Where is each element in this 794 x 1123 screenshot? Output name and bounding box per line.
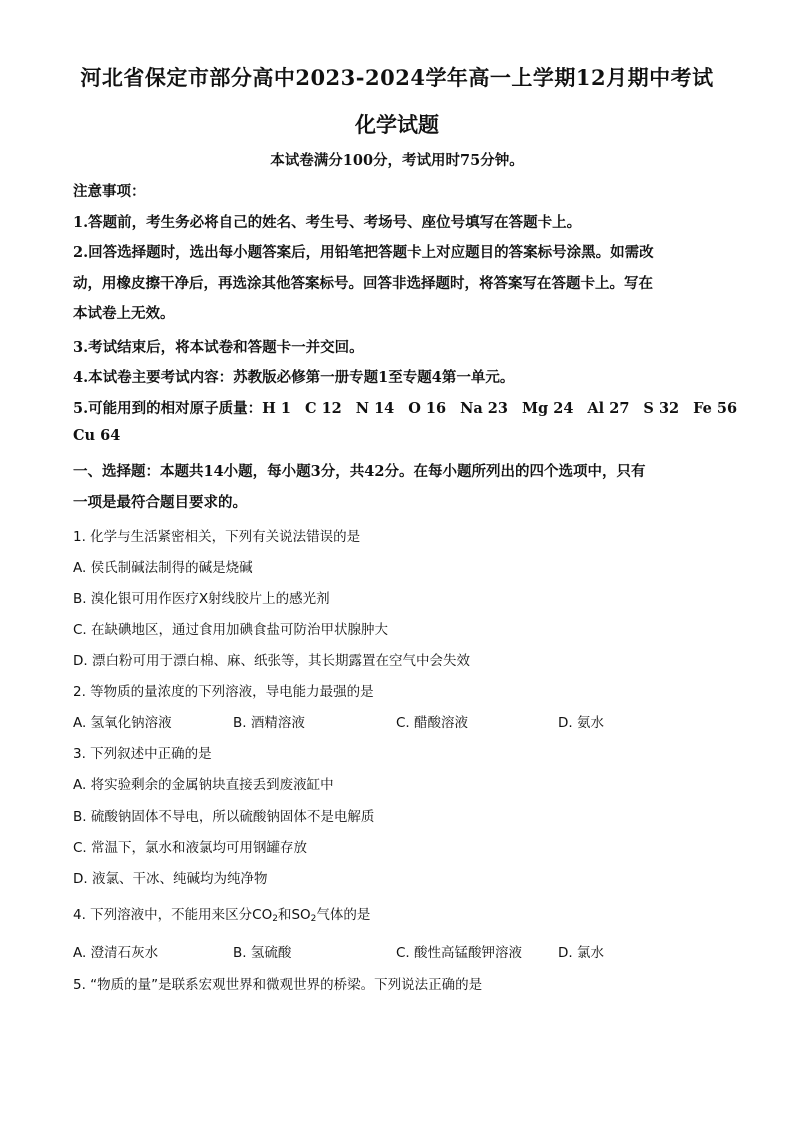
notes-heading: 注意事项：	[73, 183, 146, 200]
question-3-stem: 3. 下列叙述中正确的是	[73, 746, 212, 762]
note-item-2-line-2: 动，用橡皮擦干净后，再选涂其他答案标号。回答非选择题时，将答案写在答题卡上。写在	[73, 275, 653, 292]
atomic-mass: Fe 56	[693, 400, 738, 417]
note-item-3: 3.考试结束后，将本试卷和答题卡一并交回。	[73, 339, 364, 356]
question-2-option-c: C. 醋酸溶液	[396, 715, 469, 731]
atomic-mass: S 32	[643, 400, 680, 417]
question-4-stem-prefix: 4. 下列溶液中，不能用来区分	[73, 907, 253, 923]
atomic-mass: Al 27	[587, 400, 630, 417]
atomic-mass: N 14	[355, 400, 395, 417]
question-3-option-b: B. 硫酸钠固体不导电，所以硫酸钠固体不是电解质	[73, 809, 375, 825]
question-2-option-b: B. 酒精溶液	[233, 715, 305, 731]
note-item-5-prefix: 5.可能用到的相对原子质量：	[73, 400, 263, 417]
atomic-mass: C 12	[304, 400, 342, 417]
formula-so2-base: SO	[291, 907, 311, 923]
exam-info: 本试卷满分100分，考试用时75分钟。	[270, 152, 524, 169]
note-item-5-line-2: Cu 64	[73, 427, 121, 444]
note-item-2-line-1: 2.回答选择题时，选出每小题答案后，用铅笔把答题卡上对应题目的答案标号涂黑。如需改	[73, 244, 654, 261]
question-1-stem: 1. 化学与生活紧密相关，下列有关说法错误的是	[73, 529, 361, 545]
question-4-option-d: D. 氯水	[558, 945, 604, 961]
atomic-mass: H 1	[262, 400, 291, 417]
question-4-options	[73, 941, 753, 961]
question-3-option-d: D. 液氯、干冰、纯碱均为纯净物	[73, 871, 268, 887]
formula-so2	[291, 907, 316, 923]
section-heading-line-2: 一项是最符合题目要求的。	[73, 494, 247, 511]
question-1-option-c: C. 在缺碘地区，通过食用加碘食盐可防治甲状腺肿大	[73, 622, 389, 638]
question-1-option-b: B. 溴化银可用作医疗X射线胶片上的感光剂	[73, 591, 330, 607]
atomic-mass: Mg 24	[522, 400, 574, 417]
question-1-option-d: D. 漂白粉可用于漂白棉、麻、纸张等，其长期露置在空气中会失效	[73, 653, 470, 669]
question-4-stem-mid: 和	[277, 907, 292, 923]
question-2-option-d: D. 氨水	[558, 715, 604, 731]
note-item-1: 1.答题前，考生务必将自己的姓名、考生号、考场号、座位号填写在答题卡上。	[73, 214, 582, 231]
question-2-option-a: A. 氢氧化钠溶液	[73, 715, 172, 731]
atomic-mass: O 16	[408, 400, 447, 417]
formula-co2-subscript: 2	[272, 914, 278, 924]
formula-so2-subscript: 2	[310, 914, 317, 924]
question-2-options	[73, 711, 753, 731]
question-5-stem: 5. “物质的量”是联系宏观世界和微观世界的桥梁。下列说法正确的是	[73, 977, 483, 993]
formula-co2-base: CO	[252, 907, 273, 923]
exam-subject-title: 化学试题	[355, 112, 439, 137]
question-4-option-a: A. 澄清石灰水	[73, 945, 159, 961]
question-2-stem: 2. 等物质的量浓度的下列溶液，导电能力最强的是	[73, 684, 374, 700]
question-4-option-b: B. 氢硫酸	[233, 945, 292, 961]
question-4-option-c: C. 酸性高锰酸钾溶液	[396, 945, 523, 961]
section-heading-line-1: 一、选择题：本题共14小题，每小题3分，共42分。在每小题所列出的四个选项中，只有	[73, 463, 646, 480]
question-3-option-c: C. 常温下，氯水和液氯均可用钢罐存放	[73, 840, 308, 856]
exam-title: 河北省保定市部分高中2023-2024学年高一上学期12月期中考试	[80, 65, 714, 90]
question-4-stem-suffix: 气体的是	[316, 907, 371, 923]
note-item-5	[73, 397, 737, 418]
question-1-option-a: A. 侯氏制碱法制得的碱是烧碱	[73, 560, 253, 576]
question-3-option-a: A. 将实验剩余的金属钠块直接丢到废液缸中	[73, 777, 334, 793]
formula-co2	[252, 907, 278, 923]
atomic-mass: Na 23	[460, 400, 508, 417]
note-item-4: 4.本试卷主要考试内容：苏教版必修第一册专题1至专题4第一单元。	[73, 369, 515, 386]
question-4-stem	[73, 903, 370, 924]
note-item-2-line-3: 本试卷上无效。	[73, 305, 175, 322]
